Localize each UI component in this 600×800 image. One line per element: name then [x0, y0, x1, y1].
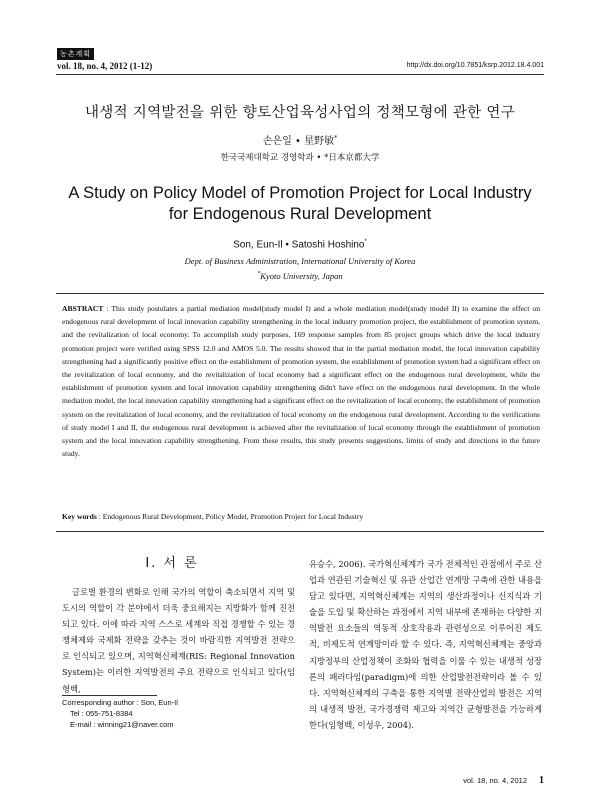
- left-paragraph: 글로벌 환경의 변화로 인해 국가의 역할이 축소되면서 지역 및 도시의 역할이 각 분야에서 더욱 중요해지는 지방화가 함께 진전되고 있다. 이에 따라 지역 스스로 세계와 직접 경쟁할 수 있는 경쟁체제와 국제화 전략을 갖추는 것이 바람직한 지역발전 전략으로 인식되고 있으며, 지역혁신체계(RIS: Regional Innovation System)는 이러한 지역발전의 주요 전략으로 인식되고 있다(임형백,: [62, 587, 295, 694]
- footnote-rule: [62, 695, 157, 696]
- right-paragraph: 유승수, 2006). 국가혁신체계가 국가 전체적인 관점에서 주로 산업과 연관된 기술혁신 및 유관 산업간 연계망 구축에 관한 내용을 담고 있다면, 지역혁신체계는 지역의 생산과정이나 신지식과 기술을 도입 및 확산하는 과정에서 지역 내부에 존재하는 다양한 지역발전 요소들의 역동적 상호작용과 관련성으로 이루어진 제도적, 비제도적 연계망이라 할 수 있다. 즉, 지역혁신체계는 중앙과 지방정부의 산업정책이 조화와 협력을 이룰 수 있는 내생적 성장론의 패러다임(paradigm)에 의한 산업발전전략이라 볼 수 있다. 지역혁신체계의 구축을 통한 지역별 전략산업의 발전은 지역의 내생적 발전, 국가경쟁력 제고와 지역간 균형발전을 가능하게 한다(임형백, 이성우, 2004).: [309, 559, 542, 730]
- page-footer: [463, 775, 544, 786]
- keywords-label: Key words: [62, 512, 97, 521]
- affiliation-korean: 한국국제대학교 경영학과 • *日本京都大学: [220, 153, 380, 163]
- body-column-left: [62, 584, 295, 697]
- abstract-text: : This study postulates a partial mediation model(study model I) and a whole mediation model(study model II) to examine the effect on endogenous rural development of local innovation capability strengthening in the local industry promotion project, the establishment of promotion system, and the revitalization of local economy. To accomplish study purposes, 169 response samples from 85 project groups which drive the local industry promotion project were verified using SPSS 12.0 and AMOS 5.0. The results showed that in the partial mediation model, the local innovation capability strengthening had a significantly positive effect on the establishment of promotion system, the establishment of promotion system had a significant effect on the revitalization of local economy, and the revitalization of local economy had a significant effect on the endogenous rural development, while the establishment of promotion system and local innovation capability strengthening didn't have effect on the endogenous rural development. In the whole mediation model, the local innovation capability strengthening had a significant effect on the revitalization of local economy, the establishment of promotion system on the revitalization of local economy, and the revitalization of local economy on the endogenous rural development. According to the verifications of study model I and II, the endogenous rural development is achieved after the revitalization of local economy through the establishment of promotion system and the local innovation capability strengthening. From these results, this study presents suggestions, limits of study and directions in the future study.: [62, 304, 540, 459]
- abstract-top-rule: [56, 293, 544, 294]
- affiliation-english-2: *Kyoto University, Japan: [257, 271, 343, 281]
- authors-korean: 손은일 • 星野敏*: [262, 134, 338, 147]
- footnote-email[interactable]: E-mail : winning21@naver.com: [70, 720, 174, 729]
- footnote: [62, 697, 178, 730]
- footer-volume: vol. 18, no. 4, 2012: [463, 776, 527, 785]
- title-english-line1: A Study on Policy Model of Promotion Project for Local Industry: [68, 184, 532, 202]
- abstract: [62, 302, 540, 460]
- header-rule: [56, 74, 544, 75]
- footnote-tel: Tel : 055-751-8384: [70, 709, 133, 718]
- title-korean: 내생적 지역발전을 위한 향토산업육성사업의 정책모형에 관한 연구: [84, 105, 516, 121]
- journal-badge: 농촌계획: [57, 48, 94, 60]
- page-number: 1: [539, 775, 544, 786]
- abstract-label: ABSTRACT: [62, 304, 104, 313]
- footnote-author: Corresponding author : Son, Eun-Il: [62, 698, 178, 707]
- affiliation-english-1: Dept. of Business Administration, International University of Korea: [184, 256, 416, 266]
- keywords-text: : Endogenous Rural Development, Policy Model, Promotion Project for Local Industry: [98, 512, 364, 521]
- keywords: [62, 512, 540, 521]
- doi-link[interactable]: http://dx.doi.org/10.7851/ksrp.2012.18.4.001: [406, 62, 544, 69]
- section-heading: I. 서 론: [145, 556, 199, 571]
- title-english-line2: for Endogenous Rural Development: [168, 205, 432, 223]
- body-column-right: [309, 556, 542, 733]
- volume-line: vol. 18, no. 4, 2012 (1-12): [57, 61, 153, 71]
- authors-english: Son, Eun-Il • Satoshi Hoshino*: [233, 239, 367, 251]
- abstract-bottom-rule: [56, 531, 544, 532]
